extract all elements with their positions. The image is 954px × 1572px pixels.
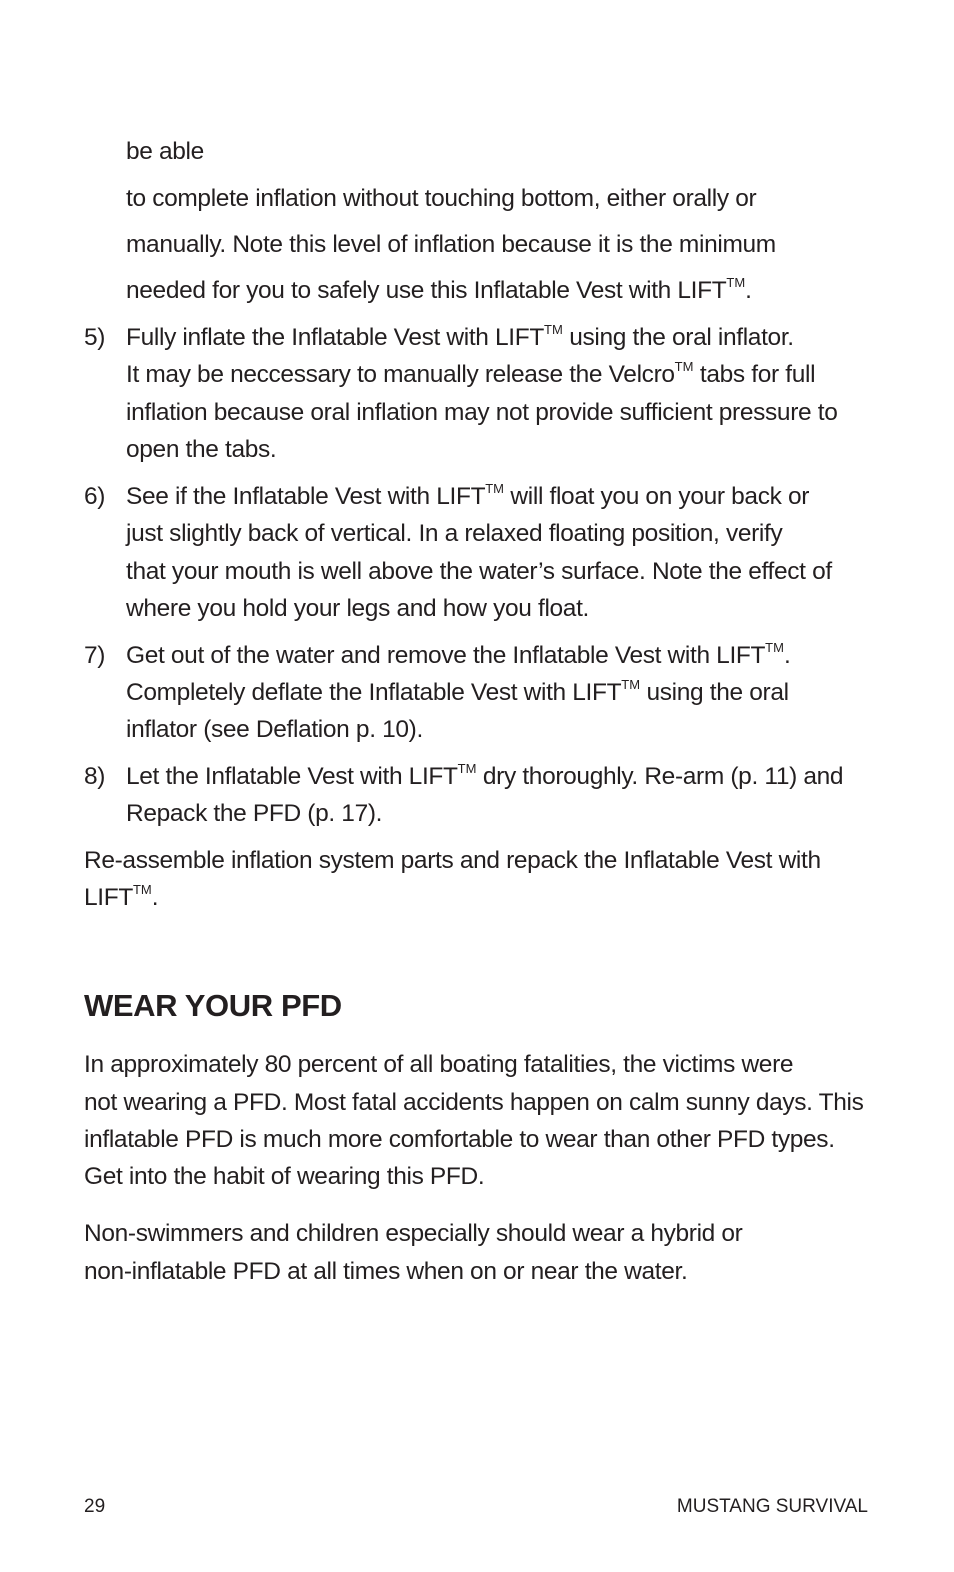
step-number: 5) xyxy=(84,324,106,351)
step-number: 6) xyxy=(84,483,106,510)
step-6-line: that your mouth is well above the water’s surface. Note the effect of xyxy=(126,558,832,585)
step-6-line: where you hold your legs and how you float. xyxy=(126,595,589,622)
step-5-line: Fully inflate the Inflatable Vest with LIFT™ using the oral inflator. xyxy=(126,322,794,351)
step-7-line: Completely deflate the Inflatable Vest with LIFT™ using the oral xyxy=(126,677,789,706)
step-5-line: inflation because oral inflation may not provide sufficient pressure to xyxy=(126,399,838,426)
step-6-line: See if the Inflatable Vest with LIFT™ will float you on your back or xyxy=(126,481,810,510)
step-number: 8) xyxy=(84,763,106,790)
trademark-mark: TM xyxy=(132,882,152,897)
step-7-line: Get out of the water and remove the Inflatable Vest with LIFT™. xyxy=(126,640,791,669)
paragraph-line: non-inflatable PFD at all times when on or near the water. xyxy=(84,1258,688,1285)
trademark-mark: TM xyxy=(485,481,504,496)
step-number: 7) xyxy=(84,642,106,669)
reassemble-line: Re-assemble inflation system parts and repack the Inflatable Vest with xyxy=(84,847,821,874)
paragraph-line: Non-swimmers and children especially should wear a hybrid or xyxy=(84,1220,743,1247)
trademark-mark: TM xyxy=(726,275,746,290)
continuation-line: manually. Note this level of inflation because it is the minimum xyxy=(126,231,776,258)
trademark-mark: TM xyxy=(621,677,641,692)
trademark-mark: TM xyxy=(457,761,477,776)
paragraph-line: Get into the habit of wearing this PFD. xyxy=(84,1163,485,1190)
footer-brand: MUSTANG SURVIVAL xyxy=(676,1496,868,1517)
step-8-line: Let the Inflatable Vest with LIFT™ dry thoroughly. Re-arm (p. 11) and xyxy=(126,761,844,790)
step-6-line: just slightly back of vertical. In a relaxed floating position, verify xyxy=(126,520,783,547)
continuation-line: be able xyxy=(126,138,204,165)
section-heading: WEAR YOUR PFD xyxy=(84,988,342,1023)
reassemble-line: LIFT™. xyxy=(84,882,159,911)
trademark-mark: TM xyxy=(674,359,694,374)
paragraph-line: not wearing a PFD. Most fatal accidents happen on calm sunny days. This xyxy=(84,1089,864,1116)
step-8-line: Repack the PFD (p. 17). xyxy=(126,800,383,827)
step-7-line: inflator (see Deflation p. 10). xyxy=(126,716,423,743)
step-5-line: open the tabs. xyxy=(126,436,277,463)
continuation-line: to complete inflation without touching bottom, either orally or xyxy=(126,185,757,212)
step-5-line: It may be neccessary to manually release the Velcro™ tabs for full xyxy=(126,359,816,388)
page-number: 29 xyxy=(84,1496,106,1517)
continuation-line: needed for you to safely use this Inflatable Vest with LIFT™. xyxy=(126,275,752,304)
paragraph-line: In approximately 80 percent of all boating fatalities, the victims were xyxy=(84,1051,794,1078)
trademark-mark: TM xyxy=(544,322,563,337)
paragraph-line: inflatable PFD is much more comfortable to wear than other PFD types. xyxy=(84,1126,835,1153)
trademark-mark: TM xyxy=(765,640,784,655)
